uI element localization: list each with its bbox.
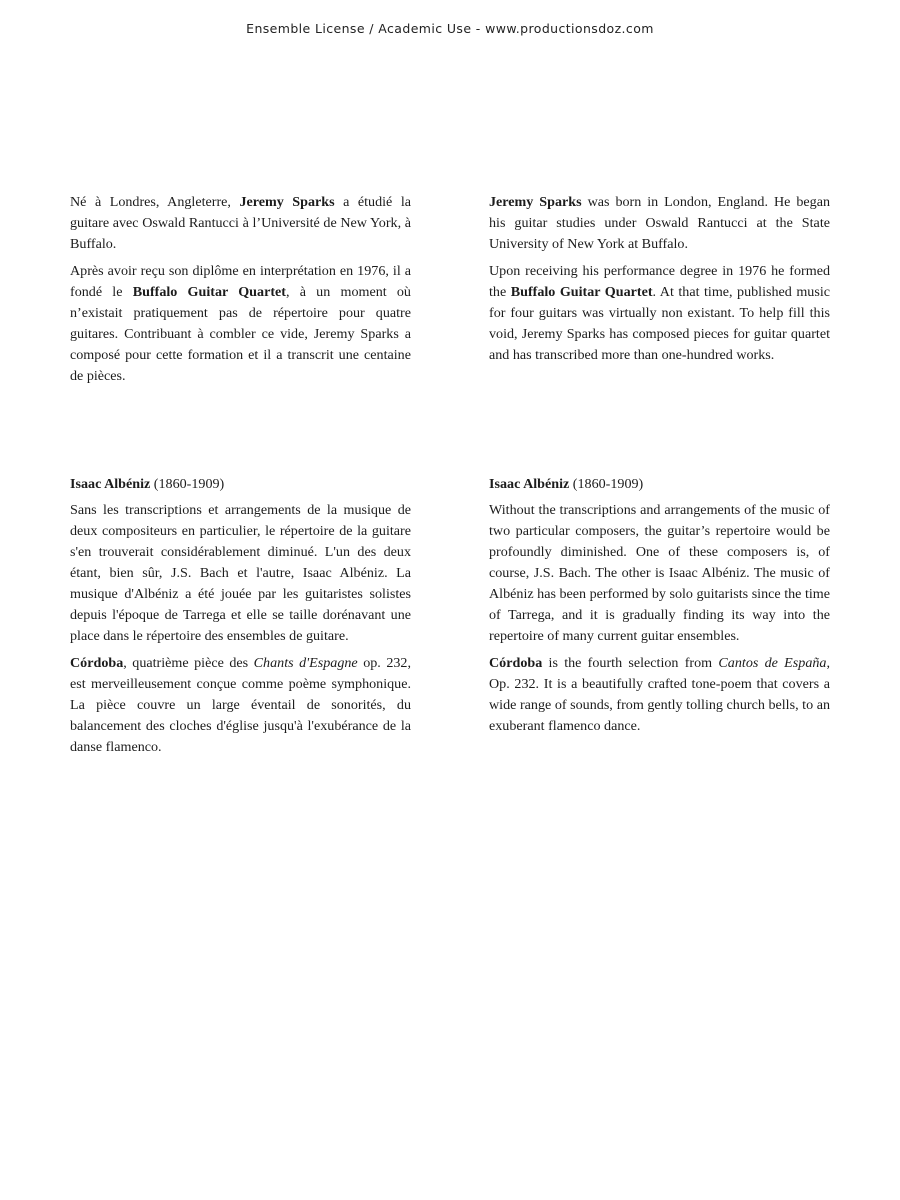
composer-notes-english — [489, 474, 830, 743]
license-header: Ensemble License / Academic Use - www.productionsdoz.com — [246, 21, 654, 36]
bio-en-paragraph-2: Upon receiving his performance degree in 1976 he formed the Buffalo Guitar Quartet. At that time, published music for four guitars was virtually non existant. To help fill this void, Jeremy Sparks has composed pieces for guitar quartet and has transcribed more than one-hundred works. — [489, 263, 831, 363]
bio-en-paragraph-1: Jeremy Sparks was born in London, England. He began his guitar studies under Oswald Rantucci at the State University of New York at Buffalo. — [489, 194, 830, 252]
composer-dates: (1860-1909) — [572, 476, 644, 492]
bio-english — [489, 192, 830, 372]
composer-name: Isaac Albéniz — [489, 476, 570, 492]
composer-en-paragraph-1: Without the transcriptions and arrangements of the music of two particular composers, the guitar’s repertoire would be profoundly diminished. One of these composers is, of course, J.S. Bach. The other is Isaac Albéniz. The music of Albéniz has been performed by solo guitarists since the time of Tarrega, and it is gradually finding its way into the repertoire of many current guitar ensembles. — [489, 502, 830, 644]
piece-title: Córdoba — [70, 655, 124, 671]
collection-title: Chants d'Espagne — [253, 655, 358, 671]
composer-notes-french — [70, 474, 411, 764]
composer-fr-paragraph-2: Córdoba, quatrième pièce des Chants d'Espagne op. 232, est merveilleusement conçue comme poème symphonique. La pièce couvre un large éventail de sonorités, du balancement des cloches d'église jusqu'à l'exubérance de la danse flamenco. — [70, 655, 411, 755]
composer-dates: (1860-1909) — [153, 476, 225, 492]
ensemble-name: Buffalo Guitar Quartet — [510, 284, 653, 300]
bio-fr-paragraph-2: Après avoir reçu son diplôme en interprétation en 1976, il a fondé le Buffalo Guitar Quartet, à un moment où n’existait pratiquement pas de répertoire pour quatre guitares. Contribuant à combler ce vide, Jeremy Sparks a composé pour cette formation et il a transcrit une centaine de pièces. — [70, 263, 411, 384]
composer-name: Isaac Albéniz — [70, 476, 151, 492]
bio-fr-paragraph-1: Né à Londres, Angleterre, Jeremy Sparks a étudié la guitare avec Oswald Rantucci à l’Université de New York, à Buffalo. — [70, 194, 411, 252]
performer-name: Jeremy Sparks — [239, 194, 335, 210]
piece-title: Córdoba — [489, 655, 543, 671]
bio-french — [70, 192, 411, 393]
composer-heading — [70, 474, 411, 495]
composer-fr-paragraph-1: Sans les transcriptions et arrangements de la musique de deux compositeurs en particulier, le répertoire de la guitare s'en trouverait considérablement diminué. L'un des deux étant, bien sûr, J.S. Bach et l'autre, Isaac Albéniz. La musique d'Albéniz a été jouée par les guitaristes solistes depuis l'époque de Tarrega et elle se taille dorénavant une place dans le répertoire des ensembles de guitare. — [70, 502, 411, 644]
collection-title: Cantos de España — [718, 655, 827, 671]
ensemble-name: Buffalo Guitar Quartet — [132, 284, 286, 300]
composer-heading — [489, 474, 830, 495]
composer-en-paragraph-2: Córdoba is the fourth selection from Cantos de España, Op. 232. It is a beautifully crafted tone-poem that covers a wide range of sounds, from gently tolling church bells, to an exuberant flamenco dance. — [489, 655, 830, 734]
performer-name: Jeremy Sparks — [489, 194, 582, 210]
